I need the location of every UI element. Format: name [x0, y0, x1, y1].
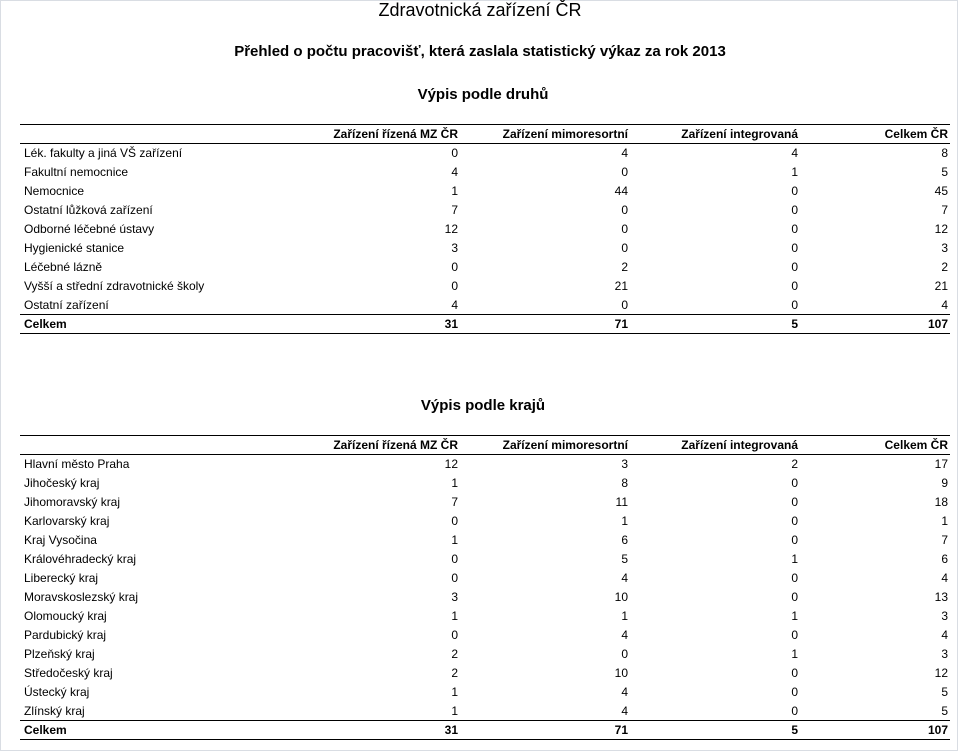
cell-integrovana: 0: [791, 297, 798, 312]
row-label: Jihomoravský kraj: [24, 495, 121, 509]
cell-total: 12: [934, 222, 948, 236]
cell-total: 4: [941, 297, 948, 312]
row-label: Hlavní město Praha: [24, 457, 130, 472]
cell-integrovana: 0: [791, 203, 798, 217]
cell-total: 13: [934, 590, 948, 604]
cell-mimoresortni: 10: [614, 590, 628, 604]
row-label: Zlínský kraj: [24, 703, 85, 718]
row-label: Fakultní nemocnice: [24, 165, 129, 179]
table-total-row: [20, 315, 950, 334]
section-title-by-type: Výpis podle druhů: [417, 86, 549, 103]
column-header-integrovana: Zařízení integrovaná: [630, 125, 800, 144]
column-header-name: [20, 436, 282, 455]
cell-total: 7: [941, 533, 948, 547]
row-label: Ostatní lůžková zařízení: [24, 203, 153, 217]
cell-mz: 2: [451, 647, 458, 661]
cell-mimoresortni: 3: [621, 457, 628, 472]
document-subtitle: Přehled o počtu pracovišť, která zaslala statistický výkaz za rok 2013: [234, 43, 726, 60]
cell-mimoresortni: 8: [621, 476, 628, 490]
table-by-type: [20, 124, 950, 334]
cell-total: 3: [941, 241, 948, 255]
cell-mz: 1: [451, 476, 458, 490]
table-row: [20, 683, 950, 702]
cell-mimoresortni: 11: [615, 495, 628, 509]
cell-mimoresortni: 5: [621, 552, 628, 566]
cell-mz: 1: [451, 703, 458, 718]
cell-total: 17: [934, 457, 948, 472]
table-row: [20, 277, 950, 296]
column-header-total: Celkem ČR: [800, 125, 950, 144]
row-label: Liberecký kraj: [24, 571, 99, 585]
cell-mz: 1: [451, 184, 458, 198]
row-label: Lék. fakulty a jiná VŠ zařízení: [24, 146, 183, 161]
cell-mimoresortni: 0: [621, 647, 628, 661]
table-row: [20, 163, 950, 182]
cell-mimoresortni: 0: [621, 203, 628, 217]
cell-total: 1: [941, 514, 948, 528]
cell-mz: 1: [451, 533, 458, 547]
cell-mimoresortni: 0: [621, 165, 628, 179]
table-row: [20, 588, 950, 607]
row-label: Vyšší a střední zdravotnické školy: [24, 279, 205, 293]
table-row: [20, 474, 950, 493]
cell-total: 6: [941, 552, 948, 566]
cell-integrovana: 0: [791, 685, 798, 699]
column-header-total: Celkem ČR: [800, 436, 950, 455]
total-integrovana: 5: [630, 315, 800, 334]
total-mz: 31: [282, 721, 460, 740]
cell-mimoresortni: 21: [614, 279, 628, 293]
cell-total: 7: [941, 203, 948, 217]
table-header-row: [20, 436, 950, 455]
cell-integrovana: 1: [791, 609, 798, 623]
row-label: Ústecký kraj: [24, 685, 90, 699]
cell-mz: 3: [451, 241, 458, 255]
cell-mz: 0: [451, 552, 458, 566]
cell-mimoresortni: 4: [621, 703, 628, 718]
cell-total: 21: [934, 279, 948, 293]
cell-mimoresortni: 0: [621, 297, 628, 312]
table-row: [20, 455, 950, 474]
cell-integrovana: 0: [791, 533, 798, 547]
table-row: [20, 569, 950, 588]
cell-total: 8: [941, 146, 948, 161]
table-row: [20, 296, 950, 315]
row-label: Karlovarský kraj: [24, 514, 110, 528]
section-title-by-region: Výpis podle krajů: [420, 397, 546, 414]
column-header-name: [20, 125, 282, 144]
document-title: Zdravotnická zařízení ČR: [378, 0, 582, 20]
table-row: [20, 201, 950, 220]
cell-mimoresortni: 10: [614, 666, 628, 680]
table-row: [20, 664, 950, 683]
table-row: [20, 220, 950, 239]
row-label: Středočeský kraj: [24, 666, 113, 680]
cell-mimoresortni: 4: [621, 685, 628, 699]
cell-mz: 1: [451, 609, 458, 623]
cell-mz: 0: [451, 571, 458, 585]
cell-mimoresortni: 6: [621, 533, 628, 547]
cell-mz: 0: [451, 628, 458, 642]
table-row: [20, 645, 950, 664]
cell-total: 5: [941, 703, 948, 718]
table-row: [20, 626, 950, 645]
table-row: [20, 607, 950, 626]
row-label: Plzeňský kraj: [24, 647, 95, 661]
cell-integrovana: 0: [791, 184, 798, 198]
row-label: Olomoucký kraj: [24, 609, 107, 623]
total-mimoresortni: 71: [460, 721, 630, 740]
table-row: [20, 702, 950, 721]
cell-total: 3: [941, 647, 948, 661]
cell-integrovana: 1: [791, 165, 798, 179]
cell-mz: 7: [451, 495, 458, 509]
cell-integrovana: 1: [791, 552, 798, 566]
table-by-region: [20, 435, 950, 740]
row-label: Moravskoslezský kraj: [24, 590, 139, 604]
column-header-integrovana: Zařízení integrovaná: [630, 436, 800, 455]
cell-mimoresortni: 0: [621, 222, 628, 236]
total-label: Celkem: [20, 721, 282, 740]
cell-mz: 1: [451, 685, 458, 699]
cell-total: 9: [941, 476, 948, 490]
table-row: [20, 512, 950, 531]
cell-total: 5: [941, 165, 948, 179]
cell-mz: 7: [451, 203, 458, 217]
row-label: Královéhradecký kraj: [24, 552, 137, 566]
table-header-row: [20, 125, 950, 144]
cell-integrovana: 0: [791, 260, 798, 274]
cell-mimoresortni: 1: [621, 609, 628, 623]
cell-total: 18: [934, 495, 948, 509]
cell-mz: 0: [451, 260, 458, 274]
cell-mimoresortni: 44: [614, 184, 628, 198]
cell-integrovana: 0: [791, 241, 798, 255]
table-row: [20, 550, 950, 569]
table-row: [20, 144, 950, 163]
cell-mz: 0: [451, 514, 458, 528]
table-row: [20, 239, 950, 258]
total-celkem: 107: [800, 721, 950, 740]
row-label: Hygienické stanice: [24, 241, 125, 255]
cell-total: 45: [934, 184, 948, 198]
column-header-mimoresortni: Zařízení mimoresortní: [460, 125, 630, 144]
column-header-mimoresortni: Zařízení mimoresortní: [460, 436, 630, 455]
table-total-row: [20, 721, 950, 740]
cell-integrovana: 0: [791, 590, 798, 604]
table-row: [20, 182, 950, 201]
table-row: [20, 493, 950, 512]
cell-total: 4: [941, 628, 948, 642]
total-celkem: 107: [800, 315, 950, 334]
row-label: Ostatní zařízení: [24, 297, 109, 312]
cell-integrovana: 0: [791, 703, 798, 718]
cell-mz: 12: [444, 222, 458, 236]
row-label: Nemocnice: [24, 184, 85, 198]
total-label: Celkem: [20, 315, 282, 334]
cell-total: 2: [941, 260, 948, 274]
column-header-mz: Zařízení řízená MZ ČR: [282, 125, 460, 144]
cell-integrovana: 0: [791, 495, 798, 509]
cell-mz: 2: [451, 666, 458, 680]
cell-integrovana: 0: [791, 571, 798, 585]
row-label: Kraj Vysočina: [24, 533, 97, 547]
table-row: [20, 531, 950, 550]
cell-integrovana: 0: [791, 514, 798, 528]
cell-total: 3: [941, 609, 948, 623]
row-label: Léčebné lázně: [24, 260, 103, 274]
cell-integrovana: 0: [791, 222, 798, 236]
cell-mz: 0: [451, 279, 458, 293]
cell-total: 5: [941, 685, 948, 699]
cell-mimoresortni: 4: [621, 571, 628, 585]
cell-integrovana: 0: [791, 628, 798, 642]
total-integrovana: 5: [630, 721, 800, 740]
cell-mz: 4: [451, 165, 458, 179]
row-label: Pardubický kraj: [24, 628, 107, 642]
total-mimoresortni: 71: [460, 315, 630, 334]
cell-mimoresortni: 2: [621, 260, 628, 274]
cell-mimoresortni: 1: [621, 514, 628, 528]
cell-integrovana: 2: [791, 457, 798, 472]
cell-total: 4: [941, 571, 948, 585]
cell-integrovana: 1: [791, 647, 798, 661]
row-label: Odborné léčebné ústavy: [24, 222, 155, 236]
row-label: Jihočeský kraj: [24, 476, 100, 490]
table-row: [20, 258, 950, 277]
column-header-mz: Zařízení řízená MZ ČR: [282, 436, 460, 455]
cell-mimoresortni: 4: [621, 628, 628, 642]
cell-total: 12: [934, 666, 948, 680]
cell-mz: 0: [451, 146, 458, 161]
cell-mimoresortni: 0: [621, 241, 628, 255]
cell-mz: 12: [444, 457, 458, 472]
cell-integrovana: 0: [791, 476, 798, 490]
total-mz: 31: [282, 315, 460, 334]
cell-mimoresortni: 4: [621, 146, 628, 161]
cell-integrovana: 0: [791, 279, 798, 293]
cell-mz: 3: [451, 590, 458, 604]
cell-integrovana: 4: [791, 146, 798, 161]
cell-mz: 4: [451, 297, 458, 312]
cell-integrovana: 0: [791, 666, 798, 680]
